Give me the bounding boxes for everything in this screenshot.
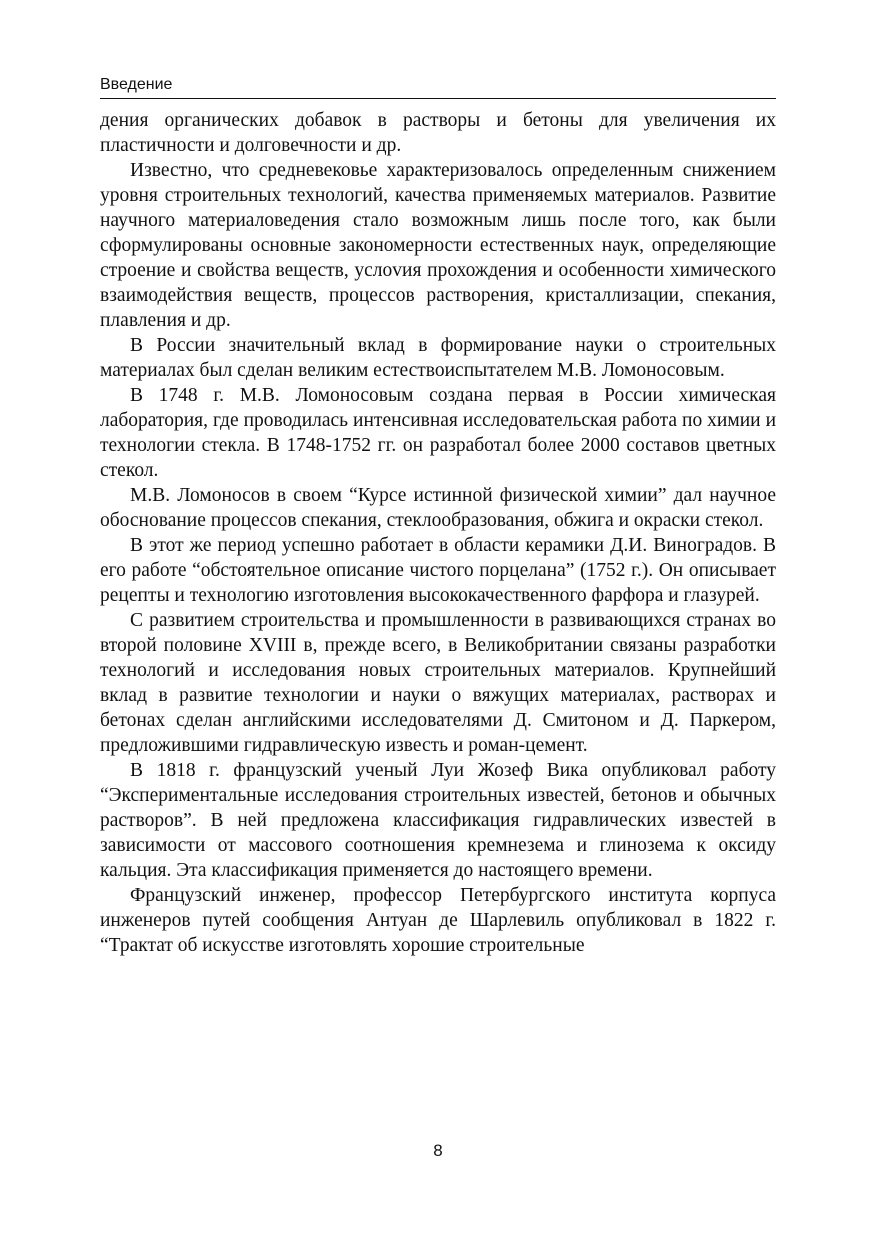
body-text: [100, 108, 776, 958]
paragraph-vinogradov-ceramics: В этот же период успешно работает в области керамики Д.И. Виноградов. В его работе “обстоятельное описание чистого порцелана” (1752 г.). Он описывает рецепты и технологию изготовления высококачественного фарфора и глазурей.: [100, 535, 776, 606]
page-number: 8: [433, 1141, 443, 1160]
paragraph-vicat-1818: В 1818 г. французский ученый Луи Жозеф Вика опубликовал работу “Экспериментальные исследования строительных известей, бетонов и обычных растворов”. В ней предложена классификация гидравлических известей в зависимости от массового соотношения кремнезема и глинозема к оксиду кальция. Эта классификация применяется до настоящего времени.: [100, 760, 776, 881]
running-header-title: Введение: [100, 75, 776, 99]
paragraph-chemical-laboratory: В 1748 г. М.В. Ломоносовым создана первая в России химическая лаборатория, где проводилась интенсивная исследовательская работа по химии и технологии стекла. В 1748-1752 гг. он разработал более 2000 составов цветных стекол.: [100, 385, 776, 481]
paragraph-great-britain: С развитием строительства и промышленности в развивающихся странах во второй половине XVIII в, прежде всего, в Великобритании связаны разработки технологий и исследования новых строительных материалов. Крупнейший вклад в развитие технологии и науки о вяжущих материалах, растворах и бетонах сделан английскими исследователями Д. Смитоном и Д. Паркером, предложившими гидравлическую известь и роман-цемент.: [100, 610, 776, 756]
paragraph-charleville-1822: Французский инженер, профессор Петербургского института корпуса инженеров путей сообщения Антуан де Шарлевиль опубликовал в 1822 г. “Трактат об искусстве изготовлять хорошие строительные: [100, 885, 776, 956]
paragraph-middle-ages: Известно, что средневековье характеризовалось определенным снижением уровня строительных технологий, качества применяемых материалов. Развитие научного материаловедения стало возможным лишь после того, как были сформулированы основные закономерности естественных наук, определяющие строение и свойства веществ, услоvия прохождения и особенности химического взаимодействия веществ, процессов растворения, кристаллизации, спекания, плавления и др.: [100, 160, 776, 331]
paragraph-continuation: дения органических добавок в растворы и бетоны для увеличения их пластичности и долговечности и др.: [100, 110, 776, 156]
paragraph-physical-chemistry-course: М.В. Ломоносов в своем “Курсе истинной физической химии” дал научное обоснование процессов спекания, стеклообразования, обжига и окраски стекол.: [100, 485, 776, 531]
paragraph-russia-lomonosov: В России значительный вклад в формирование науки о строительных материалах был сделан великим естествоиспытателем М.В. Ломоносовым.: [100, 335, 776, 381]
